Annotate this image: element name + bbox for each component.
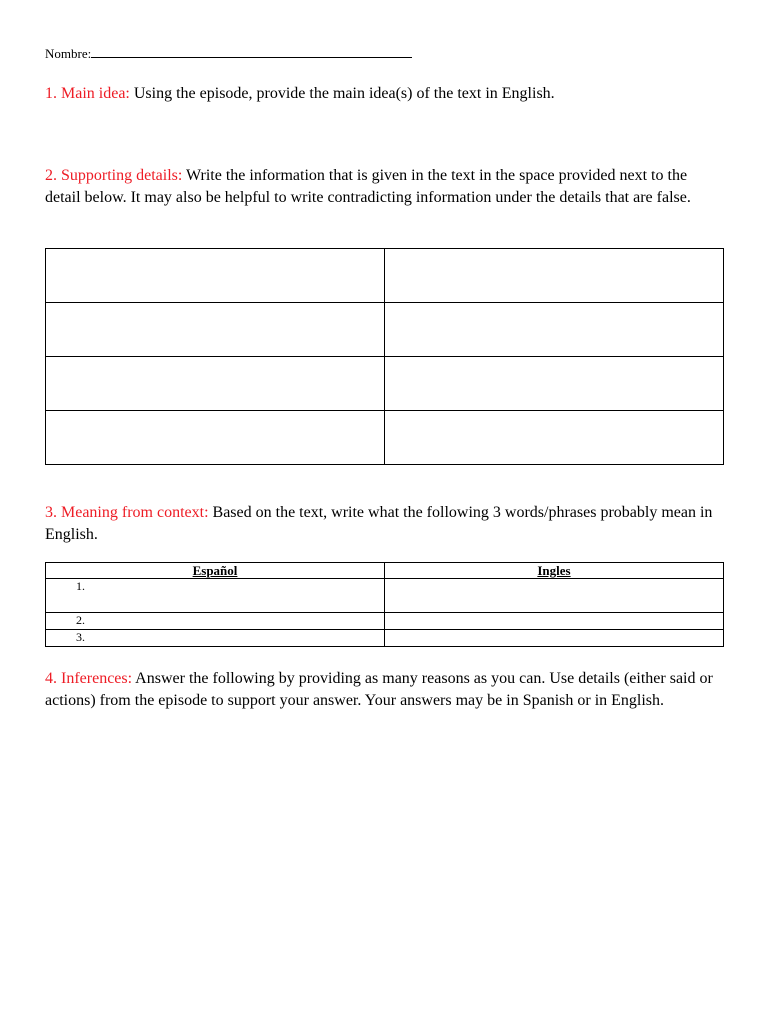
detail-cell[interactable] (46, 303, 385, 357)
word-cell[interactable]: 2. (46, 613, 385, 630)
answer-cell[interactable] (385, 357, 724, 411)
name-field (45, 46, 412, 62)
main-idea-label: 1. Main idea: (45, 85, 130, 102)
translation-cell[interactable] (385, 613, 724, 630)
word-cell[interactable]: 3. (46, 630, 385, 647)
inferences-text: Answer the following by providing as many reasons as you can. Use details (either said or actions) from the episode to support your answer. Your answers may be in Spanish or in English. (45, 670, 713, 709)
table-row (46, 357, 724, 411)
answer-cell[interactable] (385, 411, 724, 465)
table-row (46, 613, 724, 630)
name-label: Nombre: (45, 46, 92, 61)
detail-cell[interactable] (46, 357, 385, 411)
answer-cell[interactable] (385, 249, 724, 303)
column-header-espanol: Español (46, 563, 385, 579)
translation-cell[interactable] (385, 579, 724, 613)
supporting-details-text: Write the information that is given in the text in the space provided next to the detail below. It may also be helpful to write contradicting information under the details that are false. (45, 167, 691, 206)
detail-cell[interactable] (46, 249, 385, 303)
table-row (46, 411, 724, 465)
main-idea-section (45, 83, 723, 105)
column-header-ingles: Ingles (385, 563, 724, 579)
meaning-from-context-section (45, 502, 723, 545)
supporting-details-section (45, 165, 723, 208)
table-row (46, 249, 724, 303)
word-cell[interactable]: 1. (46, 579, 385, 613)
translation-cell[interactable] (385, 630, 724, 647)
vocabulary-table (45, 562, 724, 647)
supporting-details-label: 2. Supporting details: (45, 167, 183, 184)
inferences-label: 4. Inferences: (45, 670, 133, 687)
table-row (46, 303, 724, 357)
table-header-row (46, 563, 724, 579)
meaning-from-context-label: 3. Meaning from context: (45, 504, 209, 521)
inferences-section (45, 668, 723, 711)
table-row (46, 579, 724, 613)
name-blank-line[interactable] (91, 46, 412, 58)
meaning-from-context-text: Based on the text, write what the following 3 words/phrases probably mean in English. (45, 504, 713, 543)
table-row (46, 630, 724, 647)
supporting-details-table (45, 248, 724, 465)
answer-cell[interactable] (385, 303, 724, 357)
main-idea-text: Using the episode, provide the main idea(s) of the text in English. (129, 85, 555, 102)
detail-cell[interactable] (46, 411, 385, 465)
